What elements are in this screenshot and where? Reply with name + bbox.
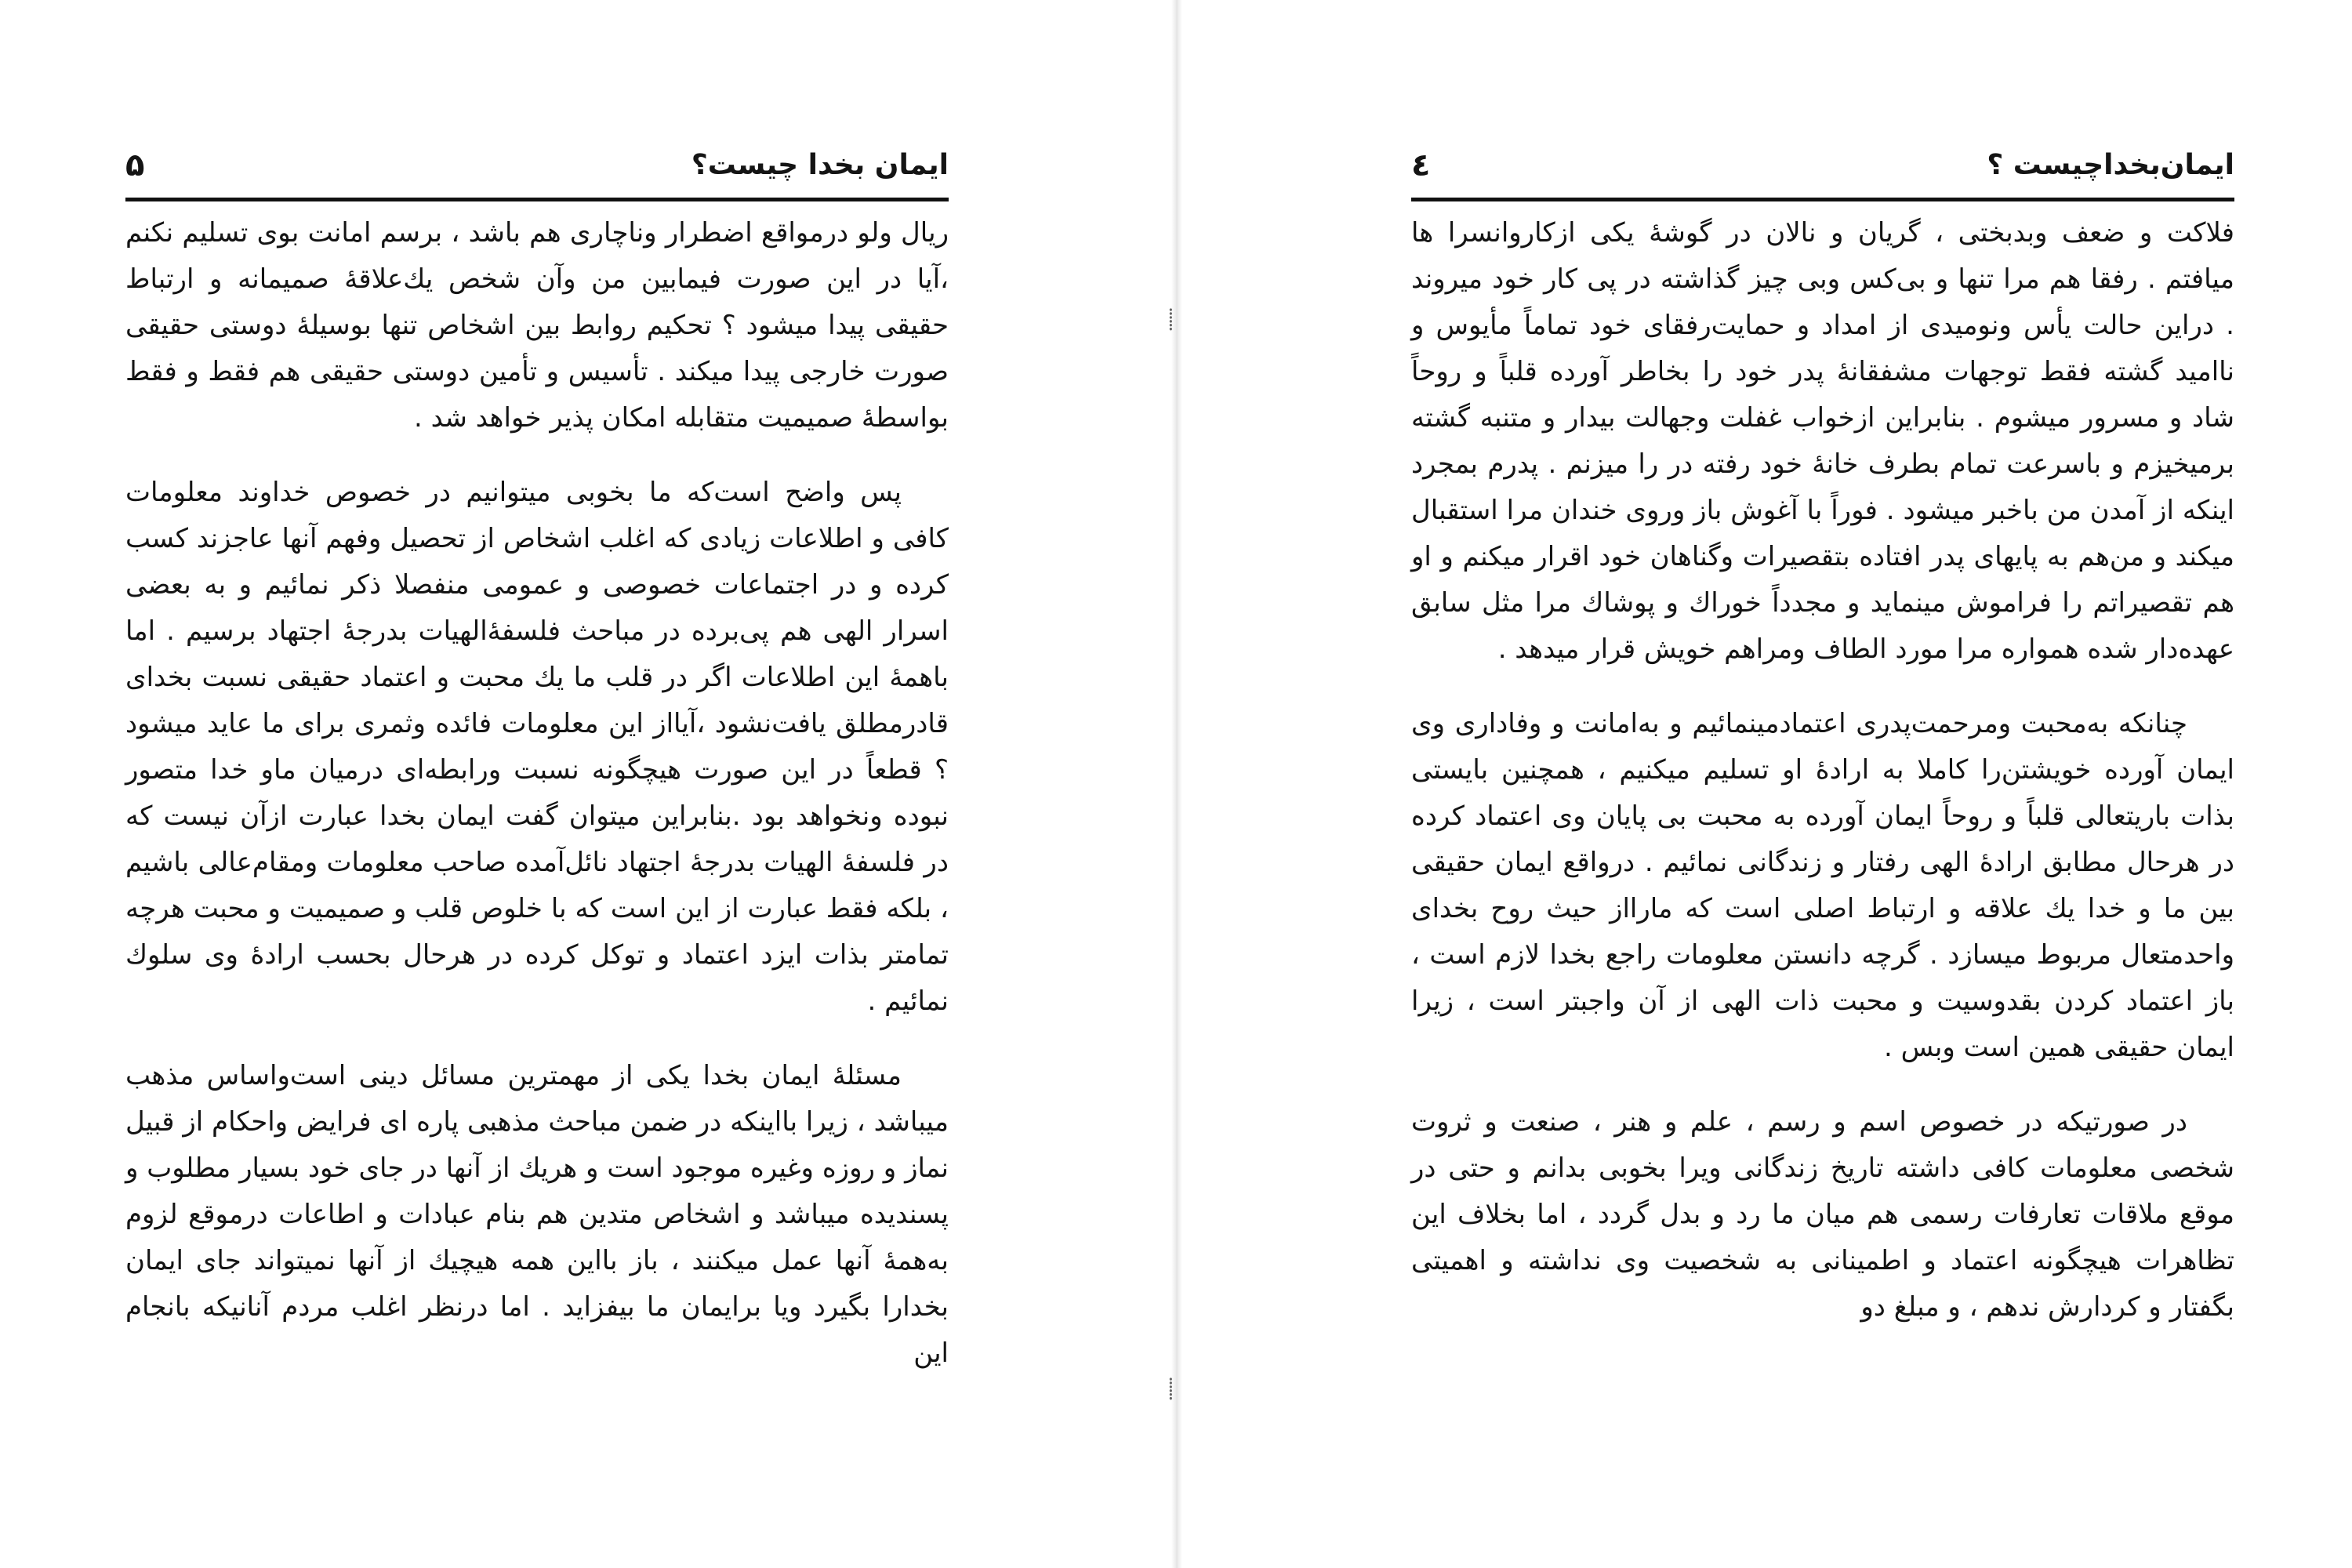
paragraph: فلاکت و ضعف وبدبختی ، گریان و نالان در گوشهٔ یکی ازکاروانسرا ها میافتم . رفقا هم مرا تنها و بی‌کس وبی چیز گذاشته در پی کار خود میروند . دراین حالت یأس ونومیدی از امداد و حمایت‌رفقای خود تماماً مأیوس و ناامید گشته فقط توجهات مشفقانهٔ پدر خود را بخاطر آورده قلباً و روحاً شاد و مسرور میشوم . بنابراین ازخواب غفلت وجهالت بیدار و متنبه گشته برمیخیزم و باسرعت تمام بطرف خانهٔ خود رفته در را میزنم . پدرم بمجرد اینکه از آمدن من باخبر میشود . فوراً با آغوش باز وروی خندان مرا استقبال میکند و من‌هم به پایهای پدر افتاده بتقصیرات وگناهان خود اقرار میکنم و او هم تقصیراتم را فراموش مینماید و مجدداً خوراك و پوشاك مرا مثل سابق عهده‌دار شده همواره مرا مورد الطاف ومراهم خویش قرار میدهد . — [1411, 217, 2234, 665]
binding-mark: ⸽ — [1168, 1377, 1174, 1401]
book-gutter — [1171, 0, 1182, 1568]
page-body — [1411, 210, 2234, 1330]
running-title: ایمان بخدا چیست؟ — [691, 149, 949, 181]
paragraph: ریال ولو درمواقع اضطرار وناچاری هم باشد ، برسم امانت بوی تسلیم نکنم ،آیا در این صورت فیمابین من وآن شخص یك‌علاقهٔ صمیمانه و ارتباط حقیقی پیدا میشود ؟ تحکیم روابط بین اشخاص تنها بوسیلهٔ دوستی حقیقی صورت خارجی پیدا میکند . تأسیس و تأمین دوستی حقیقی هم فقط و فقط بواسطهٔ صمیمیت متقابله امکان پذیر خواهد شد . — [125, 217, 949, 434]
header-rule — [1411, 198, 2234, 201]
paragraph: پس واضح است‌که ما بخوبی میتوانیم در خصوص خداوند معلومات کافی و اطلاعات زیادی که اغلب اشخاص از تحصیل وفهم آنها عاجزند کسب کرده و در اجتماعات خصوصی و عمومی منفصلا ذکر نمائیم و به بعضی اسرار الهی هم پی‌برده در مباحث فلسفهٔ‌الهیات بدرجهٔ اجتهاد برسیم . اما باهمهٔ این اطلاعات اگر در قلب ما یك محبت و اعتماد حقیقی نسبت بخدای قادرمطلق یافت‌نشود ،آیااز این معلومات فائده وثمری برای ما عاید میشود ؟ قطعاً در این صورت هیچگونه نسبت ورابطه‌ای درمیان ماو خدا متصور نبوده ونخواهد بود .بنابراین میتوان گفت ایمان بخدا عبارت ازآن نیست که در فلسفهٔ الهیات بدرجهٔ اجتهاد نائل‌آمده صاحب معلومات ومقام‌عالی باشیم ، بلکه فقط عبارت از این است که با خلوص قلب و صمیمیت و محبت هرچه تمامتر بذات ایزد اعتماد و توکل کرده در هرحال بحسب ارادهٔ وی سلوك نمائیم . — [125, 477, 949, 1017]
paragraph: چنانکه به‌محبت ومرحمت‌پدری اعتمادمینمائیم و به‌امانت و وفاداری وی ایمان آورده خویشتن‌را کاملا به ارادهٔ او تسلیم میکنیم ، همچنین بایستی بذات باریتعالی قلباً و روحاً ایمان آورده به محبت بی پایان وی اعتماد کرده در هرحال مطابق ارادهٔ الهی رفتار و زندگانی نمائیم . درواقع ایمان حقیقی بین ما و خدا یك علاقه و ارتباط اصلی است که مارااز حیث روح بخدای واحدمتعال مربوط میسازد . گرچه دانستن معلومات راجع بخدا لازم است ، باز اعتماد کردن بقدوسیت و محبت ذات الهی از آن واجبتر است ، زیرا ایمان حقیقی همین است وبس . — [1411, 708, 2234, 1063]
header-rule — [125, 198, 949, 201]
paragraph: مسئلهٔ ایمان بخدا یکی از مهمترین مسائل دینی است‌واساس مذهب میباشد ، زیرا بااینکه در ضمن مباحث مذهبی پاره ای فرایض واحکام از قبیل نماز و روزه وغیره موجود است و هریك از آنها در جای خود بسیار مطلوب و پسندیده میباشد و اشخاص متدین هم بنام عبادات و اطاعات درموقع لزوم به‌همهٔ آنها عمل میکنند ، باز بااین همه هیچیك از آنها نمیتواند جای ایمان بخدارا بگیرد ویا برایمان ما بیفزاید . اما درنظر اغلب مردم آنانیکه بانجام این — [125, 1060, 949, 1369]
page-number: ۵ — [125, 147, 145, 183]
paragraph: در صورتیکه در خصوص اسم و رسم ، علم و هنر ، صنعت و ثروت شخصی معلومات کافی داشته تاریخ زندگانی ویرا بخوبی بدانم و حتی در موقع ملاقات تعارفات رسمی هم میان ما رد و بدل گردد ، اما بخلاف این تظاهرات هیچگونه اعتماد و اطمینانی به شخصیت وی نداشته و اهمیتی بگفتار و کردارش ندهم ، و مبلغ دو — [1411, 1106, 2234, 1323]
left-page — [125, 0, 949, 1568]
page-number: ٤ — [1411, 147, 1431, 183]
page-body — [125, 210, 949, 1377]
running-title: ایمان‌بخداچیست ؟ — [1987, 149, 2234, 181]
page-header — [1411, 149, 2234, 188]
binding-mark: ⸽ — [1168, 308, 1174, 332]
page-header — [125, 149, 949, 188]
right-page — [1411, 0, 2234, 1568]
